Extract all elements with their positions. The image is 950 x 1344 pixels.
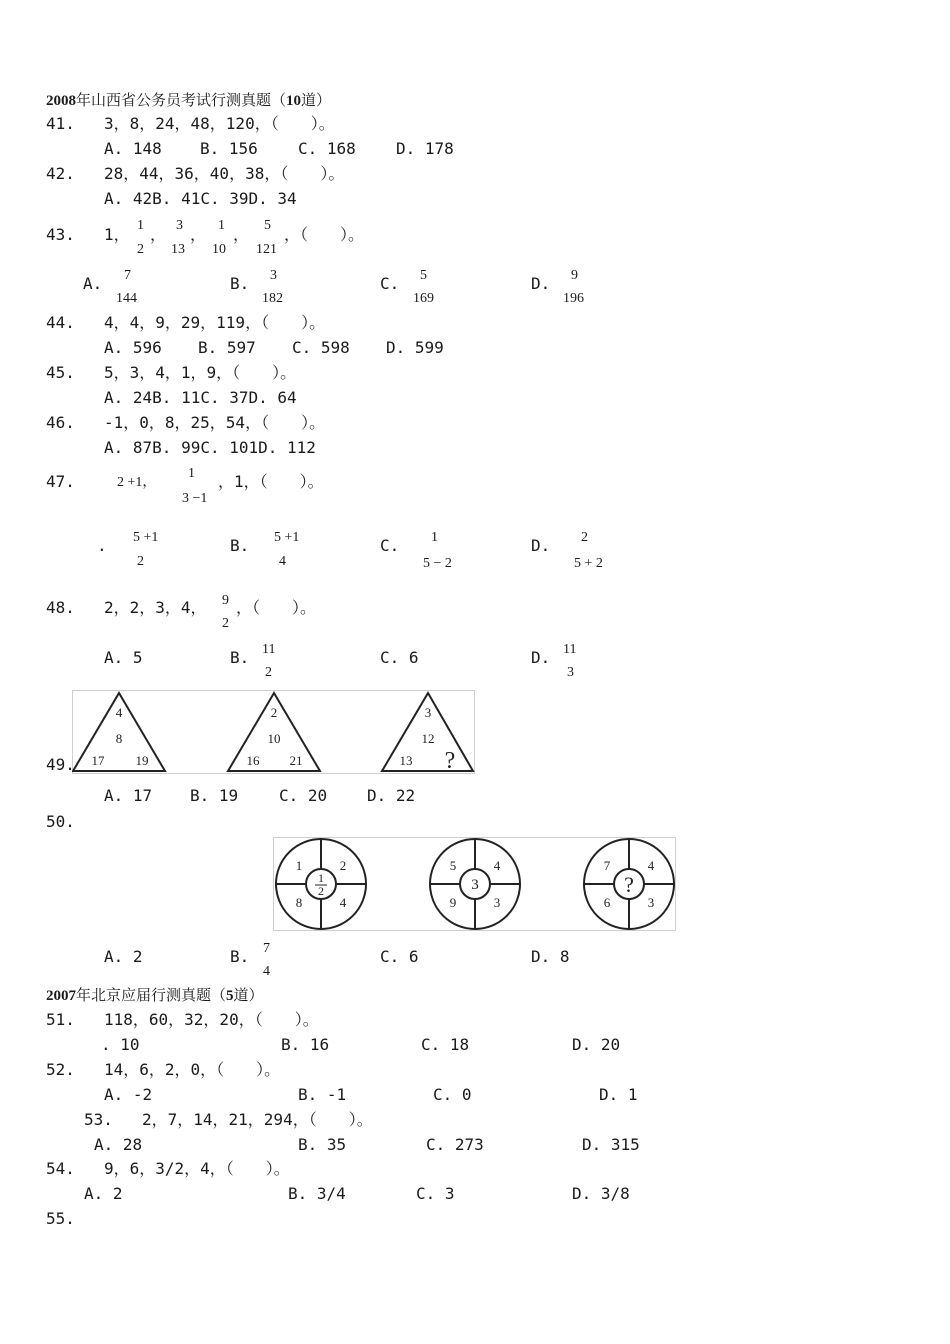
q42-options: A. 42B. 41C. 39D. 34: [104, 189, 297, 208]
q51-option-c: C. 18: [421, 1035, 470, 1054]
q50-option-d: D. 8: [531, 947, 570, 966]
triangle-1-mid: 8: [115, 731, 123, 746]
q48-option-d-label: D.: [531, 648, 551, 667]
q48-number: 48.: [46, 598, 75, 617]
q43-option-b-num: 3: [270, 268, 277, 283]
q48-option-c: C. 6: [380, 648, 419, 667]
q43-lead: 1，: [104, 225, 130, 244]
section-heading-2007: 2007年北京应届行测真题（5道）: [46, 986, 264, 1004]
q48-option-a: A. 5: [104, 648, 143, 667]
q47-option-a-label: .: [97, 536, 107, 555]
q43-sep-3: ，: [233, 225, 250, 244]
q48-option-d-den: 3: [567, 665, 574, 680]
q50-option-b-den: 4: [263, 964, 270, 979]
q50-number: 50.: [46, 812, 75, 831]
q43-f2-den: 13: [171, 242, 185, 257]
q44-option-c: C. 598: [292, 338, 350, 357]
q43-sep-1: ，: [150, 225, 167, 244]
triangle-2-right: 21: [289, 753, 303, 768]
q49-option-b: B. 19: [190, 786, 239, 805]
q44-stem: 4，4，9，29，119，（ ）。: [104, 313, 326, 332]
q52-number: 52.: [46, 1060, 75, 1079]
q51-number: 51.: [46, 1010, 75, 1029]
circle-3-unknown: ?: [624, 872, 634, 897]
triangle-2-mid: 10: [267, 731, 281, 746]
q43-f2-num: 3: [176, 218, 183, 233]
q43-option-c-label: C.: [380, 274, 400, 293]
q53-option-d: D. 315: [582, 1135, 640, 1154]
q47-option-a-num: 5 +1: [133, 530, 159, 545]
q47-option-a-den: 2: [137, 554, 144, 569]
q47-number: 47.: [46, 472, 75, 491]
q50-option-c: C. 6: [380, 947, 419, 966]
q47-option-c-den: 5 − 2: [423, 556, 452, 571]
q51-option-b: B. 16: [281, 1035, 330, 1054]
q43-tail: ，（ ）。: [284, 225, 365, 244]
triangle-1: [73, 693, 165, 771]
q53-option-b: B. 35: [298, 1135, 347, 1154]
circle-2: [430, 839, 520, 929]
triangle-3-left: 13: [399, 753, 413, 768]
q53-stem: 2，7，14，21，294，（ ）。: [142, 1110, 373, 1129]
triangle-3-mid: 12: [421, 731, 435, 746]
q48-option-d-num: 11: [563, 642, 577, 657]
circle-2-tl: 5: [449, 858, 457, 873]
triangle-1-right: 19: [135, 753, 149, 768]
circle-1-center-num: 1: [318, 871, 324, 885]
triangle-3: [382, 693, 473, 774]
q52-stem: 14，6，2，0，（ ）。: [104, 1060, 281, 1079]
q46-stem: -1，0，8，25，54，（ ）。: [104, 413, 326, 432]
q49-option-a: A. 17: [104, 786, 153, 805]
q44-option-d: D. 599: [386, 338, 444, 357]
q46-options: A. 87B. 99C. 101D. 112: [104, 438, 316, 457]
q41-number: 41.: [46, 114, 75, 133]
q47-option-d-num: 2: [581, 530, 588, 545]
triangle-3-top: 3: [424, 705, 432, 720]
q41-option-a: A. 148: [104, 139, 162, 158]
circle-3-bl: 6: [603, 895, 611, 910]
q52-option-a: A. -2: [104, 1085, 153, 1104]
q50-circle-figure: [273, 837, 677, 931]
q41-option-b: B. 156: [200, 139, 258, 158]
q55-number: 55.: [46, 1209, 75, 1228]
q51-stem: 118，60，32，20，（ ）。: [104, 1010, 319, 1029]
q44-number: 44.: [46, 313, 75, 332]
q54-option-c: C. 3: [416, 1184, 455, 1203]
q43-f4-num: 5: [264, 218, 271, 233]
q43-option-d-num: 9: [571, 268, 578, 283]
q47-option-d-den: 5 + 2: [574, 556, 603, 571]
q42-stem: 28，44，36，40，38，（ ）。: [104, 164, 345, 183]
circle-1-center-den: 2: [318, 884, 324, 898]
q52-option-c: C. 0: [433, 1085, 472, 1104]
q47-option-d-label: D.: [531, 536, 551, 555]
q43-option-d-label: D.: [531, 274, 551, 293]
q43-f3-den: 10: [212, 242, 226, 257]
q47-f-num: 1: [188, 466, 195, 481]
q47-option-b-num: 5 +1: [274, 530, 300, 545]
q47-f-den: 3 −1: [182, 491, 208, 506]
q48-option-b-num: 11: [262, 642, 276, 657]
q43-f4-den: 121: [256, 242, 277, 257]
q43-option-a-den: 144: [116, 291, 137, 306]
q47-tail: ，1，（ ）。: [218, 472, 324, 491]
triangle-2: [228, 693, 320, 771]
q50-option-b-num: 7: [263, 941, 270, 956]
circle-3-tr: 4: [647, 858, 655, 873]
q54-option-a: A. 2: [84, 1184, 123, 1203]
circle-1: [276, 839, 366, 929]
circle-2-br: 3: [493, 895, 501, 910]
q49-triangle-figure: [72, 690, 476, 774]
triangle-2-top: 2: [270, 705, 278, 720]
q43-option-a-label: A.: [83, 274, 103, 293]
q43-sep-2: ，: [190, 225, 207, 244]
q43-option-c-den: 169: [413, 291, 434, 306]
q48-option-b-label: B.: [230, 648, 250, 667]
triangle-1-top: 4: [115, 705, 123, 720]
q48-f-den: 2: [222, 616, 229, 631]
q47-option-b-den: 4: [279, 554, 286, 569]
section-heading-2008: 2008年山西省公务员考试行测真题（10道）: [46, 91, 332, 109]
q50-option-b-label: B.: [230, 947, 250, 966]
circle-1-tr: 2: [339, 858, 347, 873]
q43-option-a-num: 7: [124, 268, 131, 283]
q43-f1-num: 1: [137, 218, 144, 233]
q43-option-d-den: 196: [563, 291, 584, 306]
q41-option-d: D. 178: [396, 139, 454, 158]
q47-term-1: 2 +1，: [117, 475, 157, 490]
circle-2-tr: 4: [493, 858, 501, 873]
circle-2-center: 3: [471, 877, 479, 893]
q48-f-num: 9: [222, 593, 229, 608]
q41-option-c: C. 168: [298, 139, 356, 158]
q47-option-c-num: 1: [431, 530, 438, 545]
q54-number: 54.: [46, 1159, 75, 1178]
q46-number: 46.: [46, 413, 75, 432]
circle-1-tl: 1: [295, 858, 303, 873]
q43-option-b-label: B.: [230, 274, 250, 293]
q49-number: 49.: [46, 755, 75, 774]
q51-option-a: . 10: [101, 1035, 140, 1054]
circle-3-tl: 7: [603, 858, 611, 873]
q43-option-c-num: 5: [420, 268, 427, 283]
q45-stem: 5，3，4，1，9，（ ）。: [104, 363, 297, 382]
q41-stem: 3，8，24，48，120，（ ）。: [104, 114, 335, 133]
q51-option-d: D. 20: [572, 1035, 621, 1054]
triangle-1-left: 17: [91, 753, 105, 768]
q48-tail: ，（ ）。: [236, 598, 317, 617]
q44-option-b: B. 597: [198, 338, 256, 357]
q45-options: A. 24B. 11C. 37D. 64: [104, 388, 297, 407]
q48-lead: 2，2，3，4，: [104, 598, 207, 617]
triangle-2-left: 16: [246, 753, 260, 768]
q53-option-a: A. 28: [94, 1135, 143, 1154]
q43-f1-den: 2: [137, 242, 144, 257]
q53-option-c: C. 273: [426, 1135, 484, 1154]
q49-option-d: D. 22: [367, 786, 416, 805]
q43-option-b-den: 182: [262, 291, 283, 306]
circle-3: [584, 839, 674, 929]
triangle-3-unknown: ?: [444, 748, 456, 774]
q54-option-b: B. 3/4: [288, 1184, 346, 1203]
q42-number: 42.: [46, 164, 75, 183]
q53-number: 53.: [84, 1110, 113, 1129]
q43-number: 43.: [46, 225, 75, 244]
q49-option-c: C. 20: [279, 786, 328, 805]
q44-option-a: A. 596: [104, 338, 162, 357]
q47-option-b-label: B.: [230, 536, 250, 555]
q47-option-c-label: C.: [380, 536, 400, 555]
circle-2-bl: 9: [449, 895, 457, 910]
q50-option-a: A. 2: [104, 947, 143, 966]
q54-option-d: D. 3/8: [572, 1184, 630, 1203]
q48-option-b-den: 2: [265, 665, 272, 680]
circle-1-bl: 8: [295, 895, 303, 910]
circle-1-br: 4: [339, 895, 347, 910]
q45-number: 45.: [46, 363, 75, 382]
q52-option-d: D. 1: [599, 1085, 638, 1104]
q52-option-b: B. -1: [298, 1085, 347, 1104]
circle-3-br: 3: [647, 895, 655, 910]
q43-f3-num: 1: [218, 218, 225, 233]
q54-stem: 9，6，3/2，4，（ ）。: [104, 1159, 290, 1178]
